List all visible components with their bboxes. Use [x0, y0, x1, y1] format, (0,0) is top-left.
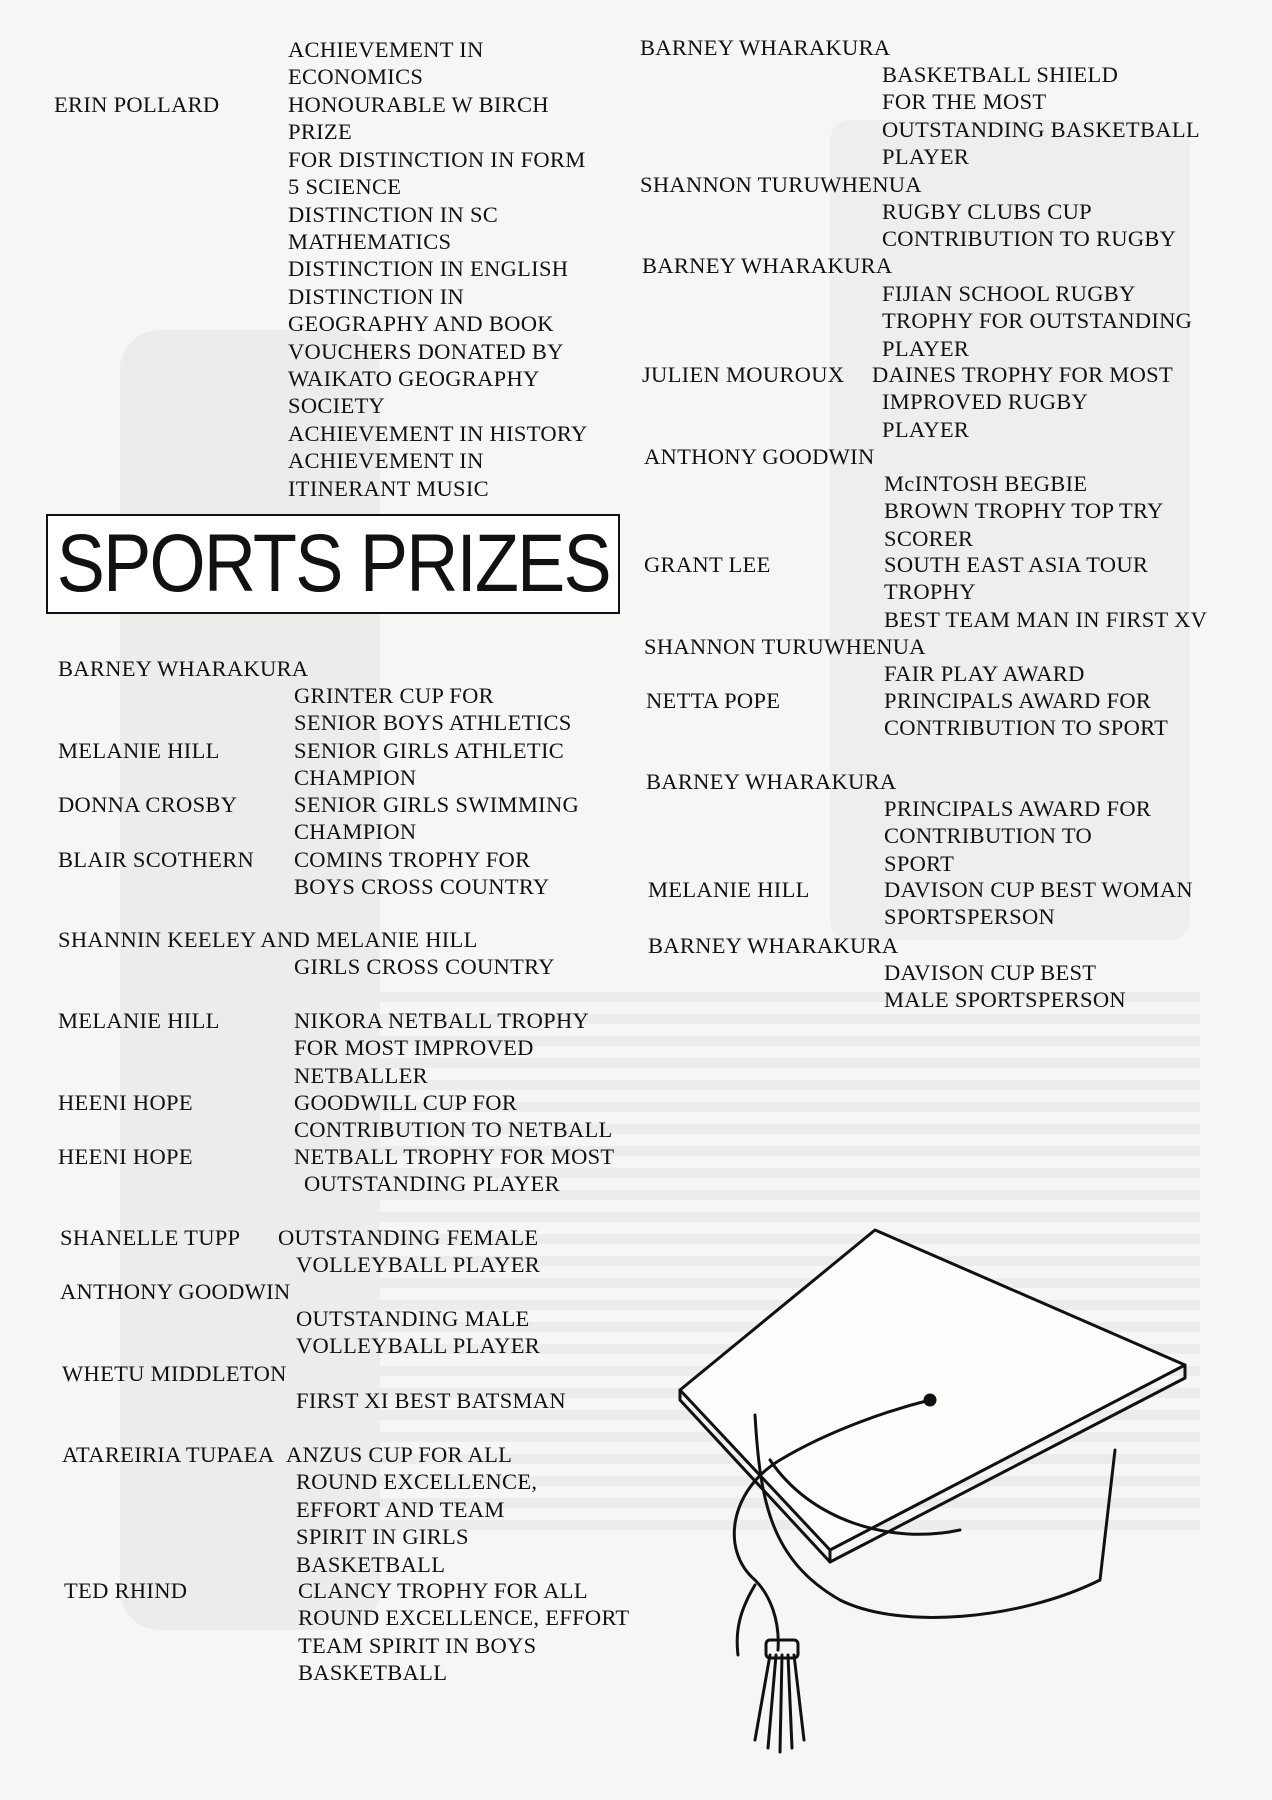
- award-line: DAINES TROPHY FOR MOST: [872, 362, 1174, 387]
- award-line: VOLLEYBALL PLAYER: [296, 1333, 541, 1359]
- award-line: BOYS CROSS COUNTRY: [294, 874, 550, 900]
- award-description: [884, 876, 1193, 931]
- award-description: [294, 791, 579, 846]
- award-line: SENIOR GIRLS ATHLETIC: [294, 738, 565, 763]
- award-recipient-name: NETTA POPE: [646, 688, 781, 713]
- achievement-heading-line-2: ECONOMICS: [288, 64, 424, 90]
- award-recipient-name: BARNEY WHARAKURA: [648, 933, 899, 958]
- award-recipient-name: TED RHIND: [64, 1578, 188, 1603]
- award-line: NETBALL TROPHY FOR MOST: [294, 1144, 615, 1169]
- award-line: SPORTSPERSON: [884, 904, 1056, 930]
- award-recipient-name: HEENI HOPE: [58, 1144, 193, 1169]
- award-line: PRINCIPALS AWARD FOR: [884, 796, 1152, 821]
- award-line: CONTRIBUTION TO RUGBY: [882, 226, 1177, 252]
- award-description: [872, 361, 1173, 443]
- academic-award-line: 5 SCIENCE: [288, 174, 402, 200]
- award-line: McINTOSH BEGBIE: [884, 471, 1088, 496]
- award-line: SPORT: [884, 850, 955, 876]
- award-line: FIRST XI BEST BATSMAN: [296, 1388, 566, 1413]
- award-description: [294, 953, 555, 980]
- award-line: FAIR PLAY AWARD: [884, 661, 1085, 686]
- award-description: [882, 198, 1176, 253]
- award-description: [294, 682, 572, 737]
- award-line: CHAMPION: [294, 819, 417, 845]
- award-line: TEAM SPIRIT IN BOYS: [298, 1632, 537, 1658]
- award-line: IMPROVED RUGBY: [882, 389, 1089, 415]
- award-description: [882, 280, 1192, 362]
- award-line: BEST TEAM MAN IN FIRST XV: [884, 606, 1208, 632]
- award-line: BASKETBALL SHIELD: [882, 62, 1119, 87]
- award-description: [294, 1089, 613, 1144]
- award-line: CLANCY TROPHY FOR ALL: [298, 1578, 588, 1603]
- award-line: PLAYER: [882, 335, 970, 361]
- award-description: [884, 687, 1168, 742]
- award-recipient-name: ATAREIRIA TUPAEA: [62, 1442, 275, 1467]
- award-description: [296, 1387, 566, 1414]
- award-recipient-name: SHANELLE TUPP: [60, 1225, 241, 1250]
- award-line: ANZUS CUP FOR ALL: [286, 1442, 513, 1467]
- award-description: [278, 1224, 540, 1279]
- award-recipient-name: BARNEY WHARAKURA: [646, 769, 897, 794]
- award-line: CONTRIBUTION TO NETBALL: [294, 1117, 613, 1143]
- award-line: DAVISON CUP BEST WOMAN: [884, 877, 1193, 902]
- academic-award-line: FOR DISTINCTION IN FORM: [288, 146, 586, 172]
- award-line: ROUND EXCELLENCE, EFFORT: [298, 1605, 630, 1631]
- section-title: SPORTS PRIZES: [56, 518, 610, 609]
- award-description: [294, 737, 564, 792]
- award-line: BASKETBALL: [296, 1551, 446, 1577]
- award-line: OUTSTANDING BASKETBALL: [882, 116, 1200, 142]
- award-description: [884, 470, 1164, 552]
- award-recipient-name: SHANNON TURUWHENUA: [644, 634, 926, 659]
- award-description: [294, 1143, 614, 1198]
- academic-award-line: MATHEMATICS: [288, 229, 452, 255]
- award-line: MALE SPORTSPERSON: [884, 987, 1126, 1013]
- academic-award-line: ITINERANT MUSIC: [288, 475, 489, 501]
- award-line: COMINS TROPHY FOR: [294, 847, 531, 872]
- academic-award-line: VOUCHERS DONATED BY: [288, 338, 564, 364]
- award-description: [884, 660, 1085, 687]
- achievement-heading: [288, 36, 484, 91]
- award-line: SENIOR BOYS ATHLETICS: [294, 710, 572, 736]
- award-recipient-name: DONNA CROSBY: [58, 792, 238, 817]
- academic-award-line: PRIZE: [288, 119, 353, 145]
- award-recipient-name: HEENI HOPE: [58, 1090, 193, 1115]
- award-line: CONTRIBUTION TO SPORT: [884, 715, 1169, 741]
- award-description: [286, 1441, 537, 1578]
- academic-award-line: ACHIEVEMENT IN: [288, 448, 484, 474]
- award-recipient-name: BARNEY WHARAKURA: [640, 35, 891, 60]
- award-recipient-name: MELANIE HILL: [58, 738, 220, 763]
- award-recipient-name: SHANNON TURUWHENUA: [640, 172, 922, 197]
- award-recipient-name: BLAIR SCOTHERN: [58, 847, 255, 872]
- award-line: FOR THE MOST: [882, 89, 1047, 115]
- graduation-cap-icon: [660, 1200, 1220, 1780]
- award-line: GIRLS CROSS COUNTRY: [294, 954, 555, 979]
- award-line: GOODWILL CUP FOR: [294, 1090, 518, 1115]
- award-line: CHAMPION: [294, 765, 417, 791]
- award-line: BASKETBALL: [298, 1660, 448, 1686]
- award-line: EFFORT AND TEAM: [296, 1496, 505, 1522]
- award-line: PRINCIPALS AWARD FOR: [884, 688, 1152, 713]
- academic-award-line: ACHIEVEMENT IN HISTORY: [288, 420, 588, 446]
- award-description: [884, 795, 1151, 877]
- award-line: TROPHY FOR OUTSTANDING: [882, 308, 1193, 334]
- award-recipient-name: ANTHONY GOODWIN: [644, 444, 875, 469]
- award-line: FIJIAN SCHOOL RUGBY: [882, 281, 1136, 306]
- award-line: PLAYER: [882, 144, 970, 170]
- academic-award-line: GEOGRAPHY AND BOOK: [288, 311, 554, 337]
- award-description: [294, 846, 549, 901]
- academic-award-line: HONOURABLE W BIRCH: [288, 92, 549, 117]
- award-line: FOR MOST IMPROVED: [294, 1035, 534, 1061]
- award-recipient-name: SHANNIN KEELEY AND MELANIE HILL: [58, 927, 478, 952]
- award-description: [882, 61, 1200, 171]
- award-recipient-name: ANTHONY GOODWIN: [60, 1279, 291, 1304]
- award-recipient-name: MELANIE HILL: [58, 1008, 220, 1033]
- award-line: VOLLEYBALL PLAYER: [296, 1252, 541, 1278]
- award-line: GRINTER CUP FOR: [294, 683, 494, 708]
- academic-award-line: SOCIETY: [288, 393, 386, 419]
- achievement-heading-line-1: ACHIEVEMENT IN: [288, 37, 484, 62]
- award-line: BROWN TROPHY TOP TRY: [884, 498, 1164, 524]
- award-line: SENIOR GIRLS SWIMMING: [294, 792, 580, 817]
- award-line: DAVISON CUP BEST: [884, 960, 1097, 985]
- award-line: SCORER: [884, 525, 974, 551]
- award-recipient-name: BARNEY WHARAKURA: [642, 253, 893, 278]
- student-name-erin-pollard: ERIN POLLARD: [54, 92, 220, 117]
- award-line: OUTSTANDING MALE: [296, 1306, 530, 1331]
- academic-award-line: DISTINCTION IN SC: [288, 201, 499, 227]
- award-line: PLAYER: [882, 416, 970, 442]
- award-line: RUGBY CLUBS CUP: [882, 199, 1092, 224]
- award-recipient-name: BARNEY WHARAKURA: [58, 656, 309, 681]
- academic-award-line: WAIKATO GEOGRAPHY: [288, 366, 540, 392]
- award-description: [298, 1577, 629, 1687]
- award-description: [294, 1007, 589, 1089]
- academic-award-line: DISTINCTION IN: [288, 283, 465, 309]
- award-description: [296, 1305, 540, 1360]
- award-description: [884, 551, 1207, 633]
- award-line: NETBALLER: [294, 1062, 428, 1088]
- award-line: CONTRIBUTION TO: [884, 823, 1093, 849]
- award-description: [884, 959, 1126, 1014]
- award-line: ROUND EXCELLENCE,: [296, 1469, 538, 1495]
- award-recipient-name: MELANIE HILL: [648, 877, 810, 902]
- award-line: OUTSTANDING PLAYER: [304, 1171, 560, 1197]
- award-line: NIKORA NETBALL TROPHY: [294, 1008, 590, 1033]
- award-line: TROPHY: [884, 579, 976, 605]
- award-line: SOUTH EAST ASIA TOUR: [884, 552, 1149, 577]
- award-recipient-name: GRANT LEE: [644, 552, 771, 577]
- academic-award-list: [288, 91, 588, 502]
- academic-award-line: DISTINCTION IN ENGLISH: [288, 256, 569, 282]
- sports-prizes-heading-box: [46, 514, 620, 614]
- award-recipient-name: WHETU MIDDLETON: [62, 1361, 287, 1386]
- award-recipient-name: JULIEN MOUROUX: [642, 362, 845, 387]
- award-line: OUTSTANDING FEMALE: [278, 1225, 539, 1250]
- award-line: SPIRIT IN GIRLS: [296, 1524, 469, 1550]
